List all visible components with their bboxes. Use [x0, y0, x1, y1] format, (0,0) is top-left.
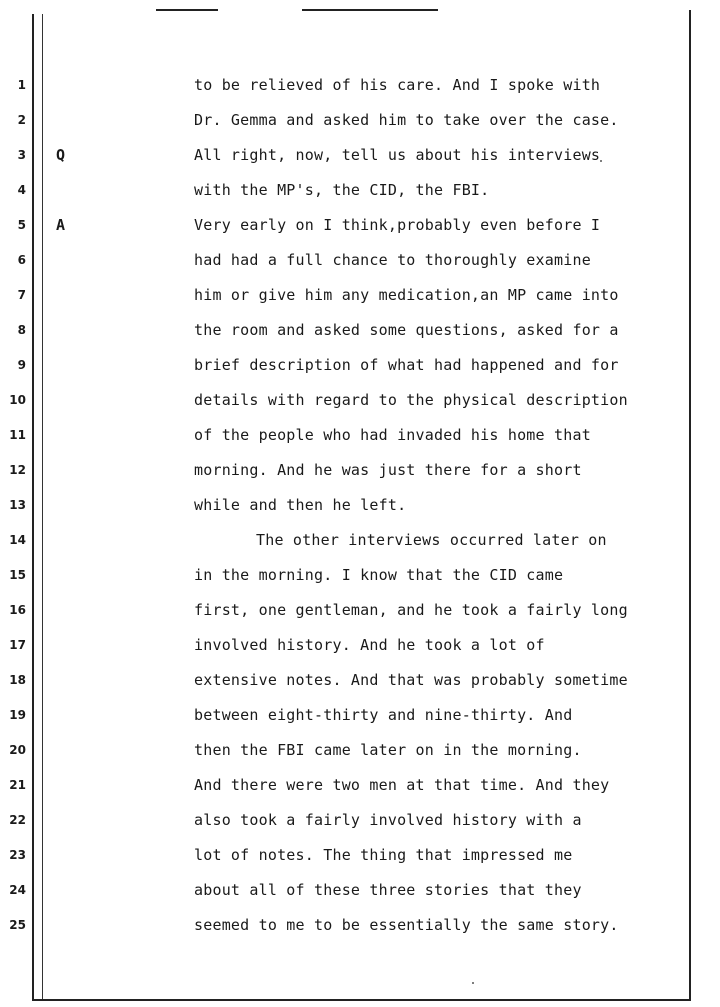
transcript-line: Very early on I think,probably even before I: [194, 216, 601, 234]
bottom-rule: [32, 999, 691, 1001]
line-number: 21: [9, 778, 26, 792]
transcript-line: The other interviews occurred later on: [256, 531, 607, 549]
line-number: 4: [17, 183, 26, 197]
line-number: 22: [9, 813, 26, 827]
transcript-line: then the FBI came later on in the morning.: [194, 741, 582, 759]
speaker-answer: A: [56, 216, 66, 234]
transcript-line: brief description of what had happened and for: [194, 356, 619, 374]
line-number: 7: [17, 288, 26, 302]
line-number: 10: [9, 393, 26, 407]
transcript-line: also took a fairly involved history with a: [194, 811, 582, 829]
line-number: 20: [9, 743, 26, 757]
line-number: 17: [9, 638, 26, 652]
transcript-line: with the MP's, the CID, the FBI.: [194, 181, 490, 199]
line-number: 3: [17, 148, 26, 162]
transcript-line: to be relieved of his care. And I spoke with: [194, 76, 601, 94]
line-number: 12: [9, 463, 26, 477]
scan-speck: [472, 982, 474, 984]
line-number: 6: [17, 253, 26, 267]
line-number: 8: [17, 323, 26, 337]
transcript-line: details with regard to the physical description: [194, 391, 628, 409]
transcript-line: in the morning. I know that the CID came: [194, 566, 564, 584]
line-number: 9: [17, 358, 26, 372]
speaker-question: Q: [56, 146, 66, 164]
transcript-line: involved history. And he took a lot of: [194, 636, 545, 654]
transcript-line: seemed to me to be essentially the same story.: [194, 916, 619, 934]
line-number: 16: [9, 603, 26, 617]
transcript-line: about all of these three stories that they: [194, 881, 582, 899]
scan-speck: [600, 160, 602, 162]
line-number: 11: [9, 428, 26, 442]
transcript-line: of the people who had invaded his home that: [194, 426, 591, 444]
transcript-line: morning. And he was just there for a short: [194, 461, 582, 479]
top-border-left: [156, 9, 218, 11]
transcript-line: lot of notes. The thing that impressed me: [194, 846, 573, 864]
transcript-line: the room and asked some questions, asked for a: [194, 321, 619, 339]
line-number: 15: [9, 568, 26, 582]
top-border-right: [302, 9, 438, 11]
transcript-line: All right, now, tell us about his interviews: [194, 146, 601, 164]
transcript-line: And there were two men at that time. And they: [194, 776, 610, 794]
line-number: 1: [17, 78, 26, 92]
line-number: 13: [9, 498, 26, 512]
line-number: 14: [9, 533, 26, 547]
line-number: 19: [9, 708, 26, 722]
line-number: 24: [9, 883, 26, 897]
transcript-line: him or give him any medication,an MP came into: [194, 286, 619, 304]
transcript-line: first, one gentleman, and he took a fairly long: [194, 601, 628, 619]
transcript-line: Dr. Gemma and asked him to take over the case.: [194, 111, 619, 129]
transcript-line: between eight-thirty and nine-thirty. And: [194, 706, 573, 724]
right-margin-rule: [689, 10, 691, 1000]
line-number: 25: [9, 918, 26, 932]
transcript-line: extensive notes. And that was probably sometime: [194, 671, 628, 689]
left-margin-rule: [32, 14, 34, 1000]
line-number: 2: [17, 113, 26, 127]
line-number: 23: [9, 848, 26, 862]
transcript-line: had had a full chance to thoroughly examine: [194, 251, 591, 269]
left-margin-rule-inner: [42, 14, 43, 1000]
line-number: 18: [9, 673, 26, 687]
line-number: 5: [17, 218, 26, 232]
transcript-line: while and then he left.: [194, 496, 407, 514]
